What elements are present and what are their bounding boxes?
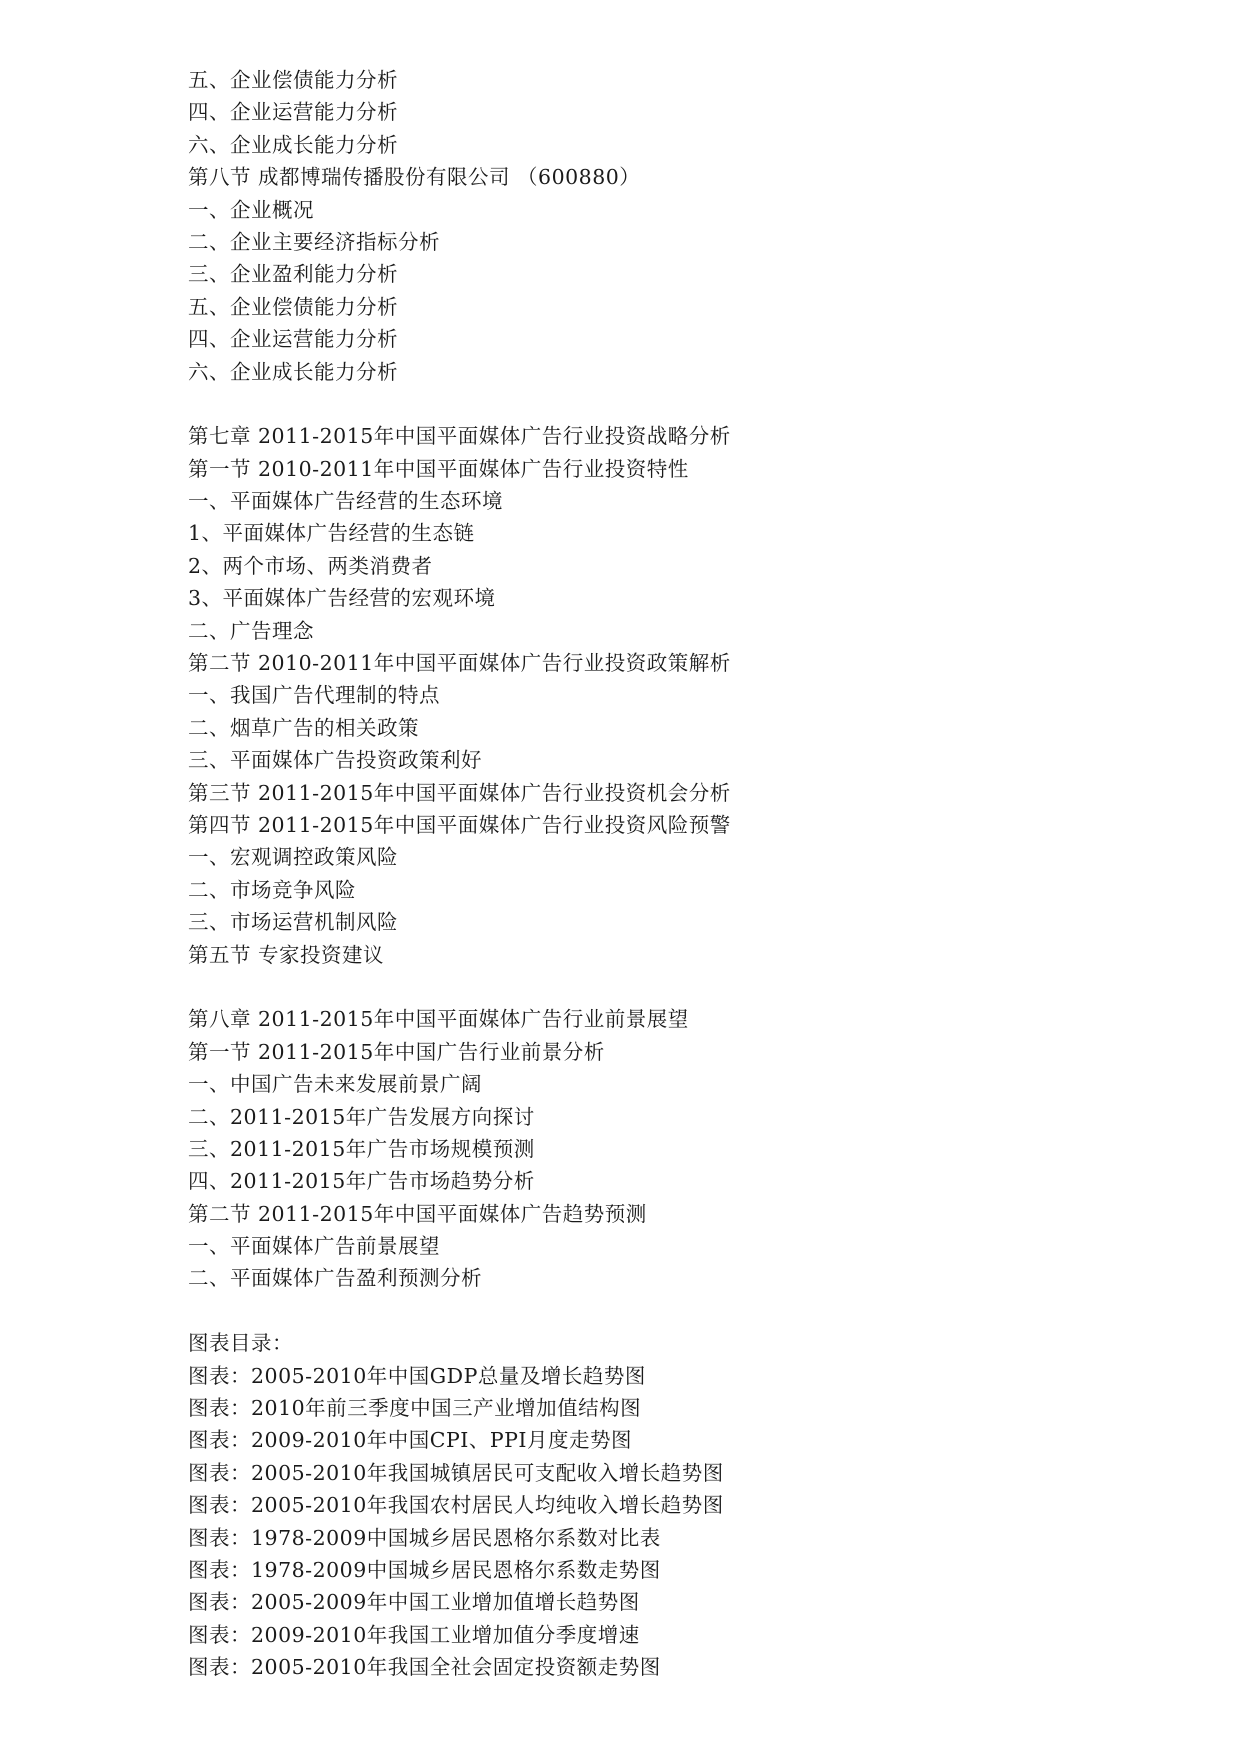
toc-line: 二、广告理念 xyxy=(188,618,314,643)
figure-list-section xyxy=(188,1327,1188,1683)
toc-line: 1、平面媒体广告经营的生态链 xyxy=(188,521,475,546)
figure-list-item: 图表：2005-2010年我国城镇居民可支配收入增长趋势图 xyxy=(188,1460,724,1485)
toc-line: 三、平面媒体广告投资政策利好 xyxy=(188,748,482,773)
toc-line: 六、企业成长能力分析 xyxy=(188,132,398,157)
table-of-contents xyxy=(188,64,1188,1684)
toc-line: 一、我国广告代理制的特点 xyxy=(188,683,440,708)
toc-line: 一、中国广告未来发展前景广阔 xyxy=(188,1072,482,1097)
chapter-7-section xyxy=(188,420,1188,971)
figure-list-heading: 图表目录： xyxy=(188,1331,293,1356)
figure-list-item: 图表：2005-2009年中国工业增加值增长趋势图 xyxy=(188,1590,640,1615)
toc-line: 一、宏观调控政策风险 xyxy=(188,845,398,870)
figure-list-item: 图表：2009-2010年中国CPI、PPI月度走势图 xyxy=(188,1428,633,1453)
toc-section-heading: 第四节 2011-2015年中国平面媒体广告行业投资风险预警 xyxy=(188,812,731,837)
toc-line: 3、平面媒体广告经营的宏观环境 xyxy=(188,586,496,611)
toc-line: 四、企业运营能力分析 xyxy=(188,100,398,125)
toc-section-heading: 第二节 2010-2011年中国平面媒体广告行业投资政策解析 xyxy=(188,651,731,676)
toc-line: 三、企业盈利能力分析 xyxy=(188,262,398,287)
spacer xyxy=(188,971,1188,1003)
toc-line: 六、企业成长能力分析 xyxy=(188,359,398,384)
toc-line: 五、企业偿债能力分析 xyxy=(188,68,398,92)
spacer xyxy=(188,1295,1188,1327)
company-analysis-section xyxy=(188,64,1188,388)
toc-line: 二、烟草广告的相关政策 xyxy=(188,715,419,740)
toc-line: 一、平面媒体广告经营的生态环境 xyxy=(188,489,503,514)
toc-line: 一、企业概况 xyxy=(188,197,314,222)
figure-list-item: 图表：1978-2009中国城乡居民恩格尔系数走势图 xyxy=(188,1557,661,1582)
toc-line: 四、2011-2015年广告市场趋势分析 xyxy=(188,1169,535,1194)
toc-section-heading: 第一节 2011-2015年中国广告行业前景分析 xyxy=(188,1039,605,1064)
figure-list-item: 图表：2010年前三季度中国三产业增加值结构图 xyxy=(188,1396,642,1421)
toc-section-heading: 第五节 专家投资建议 xyxy=(188,942,385,967)
toc-line: 二、市场竞争风险 xyxy=(188,877,356,902)
toc-line: 五、企业偿债能力分析 xyxy=(188,294,398,319)
toc-line: 一、平面媒体广告前景展望 xyxy=(188,1234,440,1259)
toc-line: 四、企业运营能力分析 xyxy=(188,327,398,352)
toc-line: 三、市场运营机制风险 xyxy=(188,910,398,935)
figure-list-item: 图表：2005-2010年中国GDP总量及增长趋势图 xyxy=(188,1363,646,1388)
toc-section-heading: 第二节 2011-2015年中国平面媒体广告趋势预测 xyxy=(188,1201,647,1226)
chapter-heading: 第八章 2011-2015年中国平面媒体广告行业前景展望 xyxy=(188,1007,689,1032)
toc-line: 二、企业主要经济指标分析 xyxy=(188,229,440,254)
toc-section-heading: 第三节 2011-2015年中国平面媒体广告行业投资机会分析 xyxy=(188,780,731,805)
chapter-8-section xyxy=(188,1003,1188,1295)
toc-line: 2、两个市场、两类消费者 xyxy=(188,553,433,578)
chapter-heading: 第七章 2011-2015年中国平面媒体广告行业投资战略分析 xyxy=(188,424,731,449)
toc-line: 二、2011-2015年广告发展方向探讨 xyxy=(188,1104,535,1129)
toc-line: 三、2011-2015年广告市场规模预测 xyxy=(188,1136,535,1161)
figure-list-item: 图表：2005-2010年我国全社会固定投资额走势图 xyxy=(188,1655,661,1680)
spacer xyxy=(188,388,1188,420)
figure-list-item: 图表：1978-2009中国城乡居民恩格尔系数对比表 xyxy=(188,1525,661,1550)
toc-line: 二、平面媒体广告盈利预测分析 xyxy=(188,1266,482,1291)
figure-list-item: 图表：2009-2010年我国工业增加值分季度增速 xyxy=(188,1622,640,1647)
toc-section-heading: 第一节 2010-2011年中国平面媒体广告行业投资特性 xyxy=(188,456,689,481)
figure-list-item: 图表：2005-2010年我国农村居民人均纯收入增长趋势图 xyxy=(188,1493,724,1518)
toc-section-heading: 第八节 成都博瑞传播股份有限公司 （600880） xyxy=(188,165,641,190)
